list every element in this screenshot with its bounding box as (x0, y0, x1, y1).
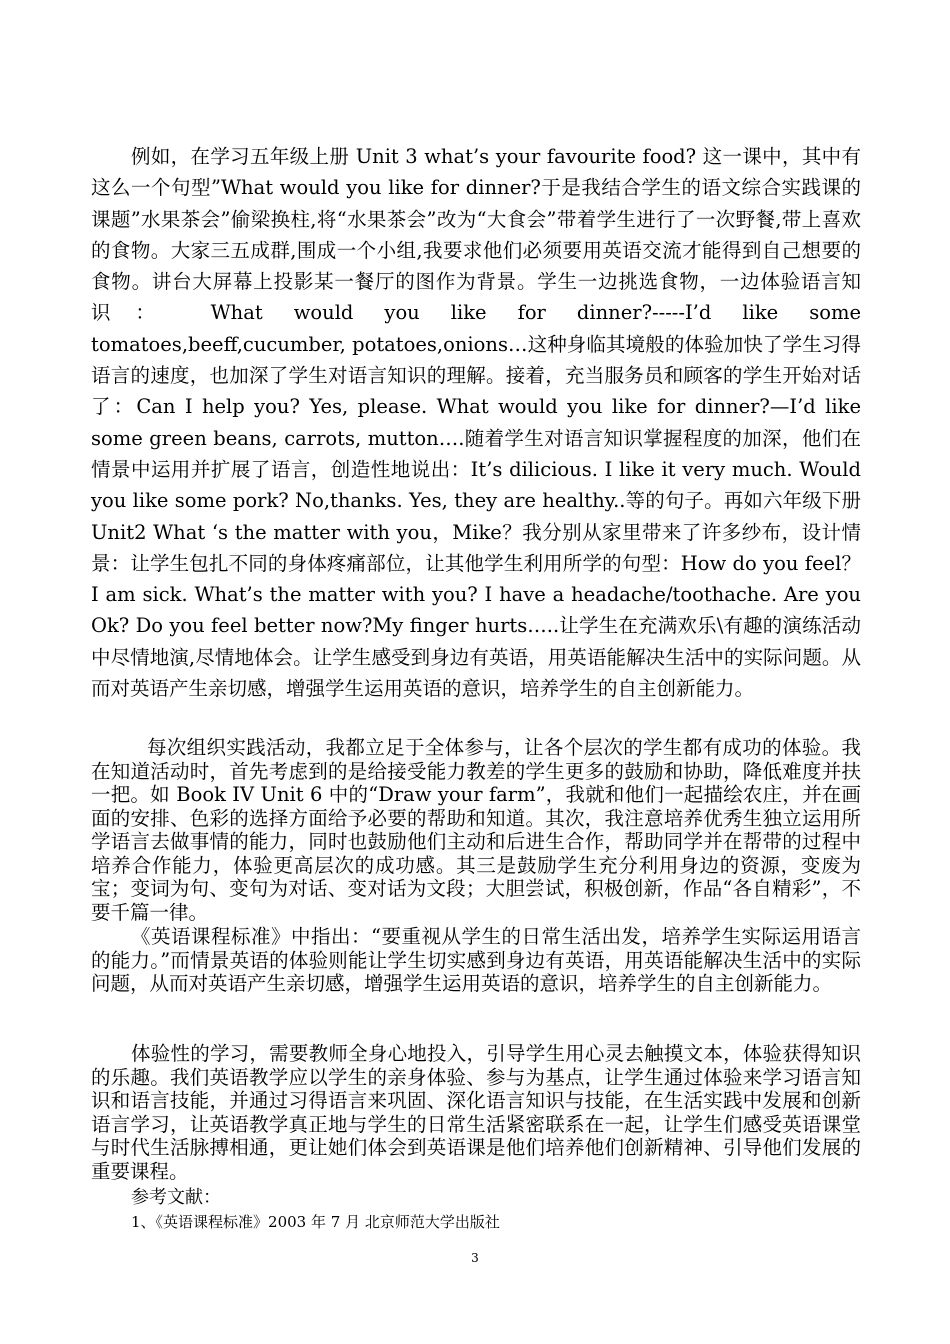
reference-item: 1、《英语课程标准》2003 年 7 月 北京师范大学出版社 (131, 1213, 500, 1231)
references-heading: 参考文献： (131, 1187, 221, 1208)
body-paragraph: 《英语课程标准》中指出：“要重视从学生的日常生活出发，培养学生实际运用语言的能力。”而情景英语的体验则能让学生切实感到身边有英语，用英语能解决生活中的实际问题，从而对英语产生亲切感，增强学生运用英语的意识，培养学生的自主创新能力。 (91, 925, 861, 995)
body-paragraph: 体验性的学习，需要教师全身心地投入，引导学生用心灵去触摸文本，体验获得知识的乐趣。我们英语教学应以学生的亲身体验、参与为基点，让学生通过体验来学习语言知识和语言技能，并通过习得语言来巩固、深化语言知识与技能，在生活实践中发展和创新语言学习，让英语教学真正地与学生的日常生活紧密联系在一起，让学生们感受英语课堂与时代生活脉搏相通，更让她们体会到英语课是他们培养他们创新精神、引导他们发展的重要课程。 (91, 1042, 861, 1183)
body-paragraph: 例如，在学习五年级上册 Unit 3 what’s your favourite food? 这一课中，其中有这么一个句型”What would you like for dinner?于是我结合学生的语文综合实践课的课题”水果茶会”偷梁换柱,将“水果茶会”改为“大食会”带着学生进行了一次野餐,带上喜欢的食物。大家三五成群,围成一个小组,我要求他们必须要用英语交流才能得到自己想要的食物。讲台大屏幕上投影某一餐厅的图作为背景。学生一边挑选食物，一边体验语言知识： What would you like for dinner?-----I’d like some tomatoes,beeff,cucumber, potatoes,onions…这种身临其境般的体验加快了学生习得语言的速度，也加深了学生对语言知识的理解。接着，充当服务员和顾客的学生开始对话了：Can I help you? Yes, please. What would you like for dinner?—I’d like some green beans, carrots, mutton….随着学生对语言知识掌握程度的加深，他们在情景中运用并扩展了语言，创造性地说出：It’s dilicious. I like it very much. Would you like some pork? No,thanks. Yes, they are healthy..等的句子。再如六年级下册 Unit2 What ‘s the matter with you，Mike？我分别从家里带来了许多纱布，设计情景：让学生包扎不同的身体疼痛部位，让其他学生利用所学的句型：How do you feel？ I am sick. What’s the matter with you? I have a headache/toothache. Are you Ok? Do you feel better now?My finger hurts…..让学生在充满欢乐\有趣的演练活动中尽情地演,尽情地体会。让学生感受到身边有英语，用英语能解决生活中的实际问题。从而对英语产生亲切感，增强学生运用英语的意识，培养学生的自主创新能力。 (91, 145, 861, 701)
body-paragraph: 每次组织实践活动，我都立足于全体参与，让各个层次的学生都有成功的体验。我在知道活动时，首先考虑到的是给接受能力教差的学生更多的鼓励和协助，降低难度并扶一把。如 Book IV Unit 6 中的“Draw your farm”，我就和他们一起描绘农庄，并在画面的安排、色彩的选择方面给予必要的帮助和知道。其次，我注意培养优秀生独立运用所学语言去做事情的能力，同时也鼓励他们主动和后进生合作，帮助同学并在帮带的过程中培养合作能力，体验更高层次的成功感。其三是鼓励学生充分利用身边的资源，变废为宝；变词为句、变句为对话、变对话为文段；大胆尝试，积极创新，作品“各自精彩”，不要千篇一律。 (91, 736, 861, 924)
page-number: 3 (471, 1251, 479, 1265)
